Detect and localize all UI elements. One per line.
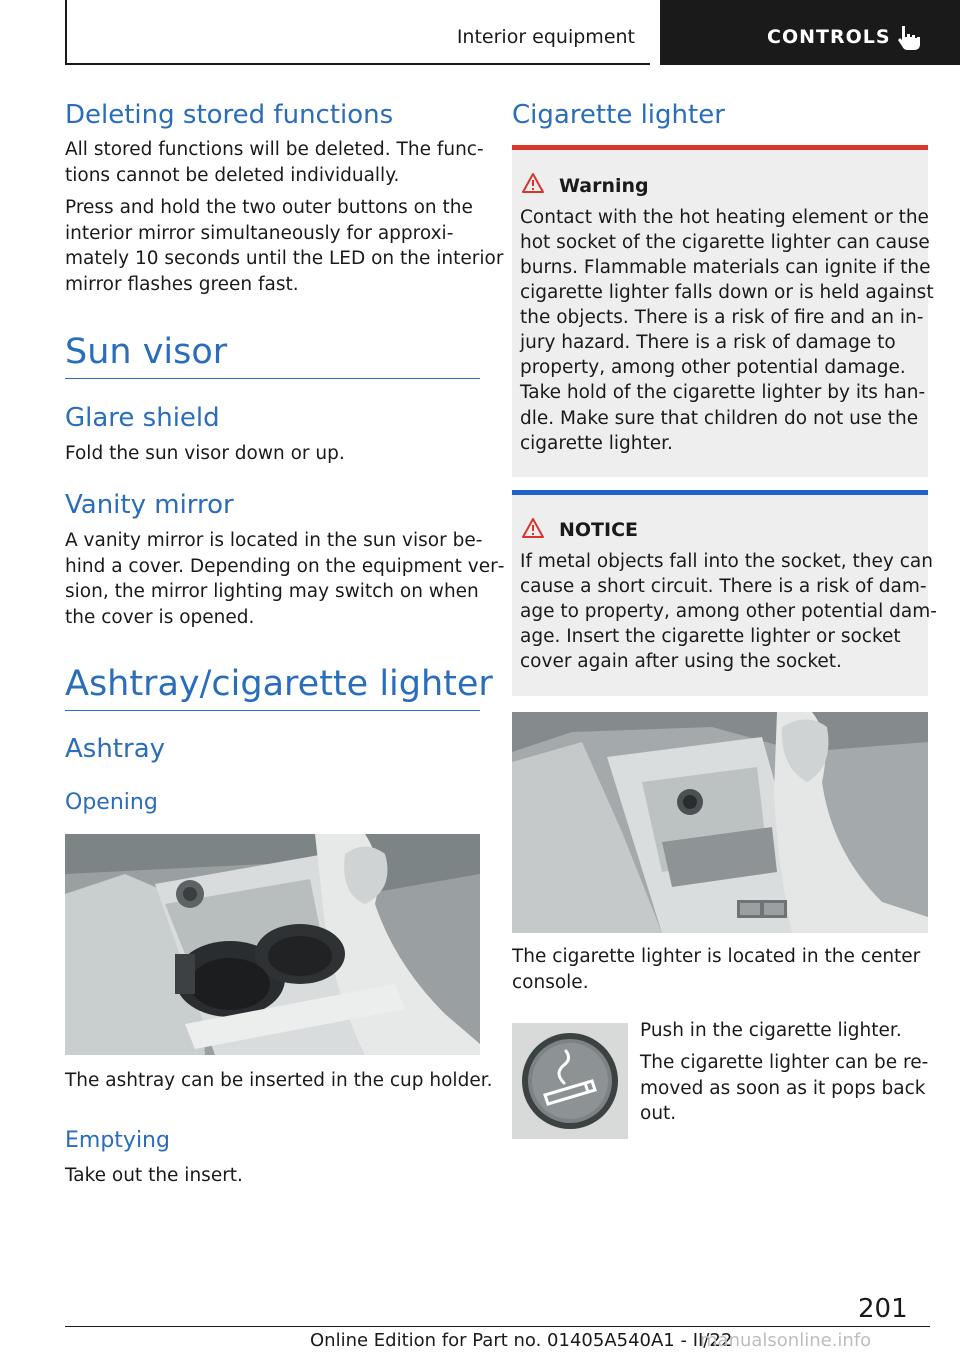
notice-line-5: cover again after using the socket. xyxy=(520,651,842,672)
deleting-paragraph-2-line-2: interior mirror simultaneously for approxi‐ xyxy=(65,223,454,244)
footer-edition: Online Edition for Part no. 01405A540A1 - II/22 xyxy=(310,1330,733,1351)
notice-line-3: age to property, among other potential dam‐ xyxy=(520,601,937,622)
pointing-hand-icon xyxy=(896,24,924,52)
vanity-line-4: the cover is opened. xyxy=(65,607,255,628)
notice-triangle-icon xyxy=(521,517,545,539)
vanity-line-2: hind a cover. Depending on the equipment ver‐ xyxy=(65,556,505,577)
notice-line-4: age. Insert the cigarette lighter or socket xyxy=(520,626,901,647)
remove-line-1: The cigarette lighter can be re‐ xyxy=(640,1052,929,1073)
deleting-paragraph-2-line-1: Press and hold the two outer buttons on the xyxy=(65,197,473,218)
notice-line-1: If metal objects fall into the socket, they can xyxy=(520,551,933,572)
push-lighter-text: Push in the cigarette lighter. xyxy=(640,1020,902,1041)
header-bottom-rule xyxy=(65,63,650,65)
ashtray-cup-holder-image xyxy=(65,834,480,1055)
heading-sun-visor: Sun visor xyxy=(65,332,228,372)
heading-cigarette-lighter: Cigarette lighter xyxy=(512,100,725,130)
warning-line-4: cigarette lighter falls down or is held against xyxy=(520,282,934,303)
lighter-caption-line-2: console. xyxy=(512,972,589,993)
header-section-title: Interior equipment xyxy=(456,26,635,48)
heading-opening: Opening xyxy=(65,790,158,815)
vanity-line-3: sion, the mirror lighting may switch on when xyxy=(65,581,479,602)
deleting-paragraph-1-line-2: tions cannot be deleted individually. xyxy=(65,165,400,186)
header-left-rule xyxy=(65,0,67,65)
warning-triangle-icon xyxy=(521,172,545,194)
heading-ashtray-cigarette-lighter: Ashtray/cigarette lighter xyxy=(65,664,493,704)
warning-line-9: dle. Make sure that children do not use the xyxy=(520,408,919,429)
warning-line-5: the objects. There is a risk of fire and an in‐ xyxy=(520,307,924,328)
ashtray-caption: The ashtray can be inserted in the cup holder. xyxy=(65,1070,493,1091)
warning-line-10: cigarette lighter. xyxy=(520,433,673,454)
warning-title: Warning xyxy=(559,175,649,197)
remove-line-3: out. xyxy=(640,1103,677,1124)
notice-box-top-bar xyxy=(512,490,928,495)
deleting-paragraph-2-line-4: mirror flashes green fast. xyxy=(65,274,299,295)
heading-ashtray: Ashtray xyxy=(65,734,166,764)
heading-emptying: Emptying xyxy=(65,1128,170,1153)
watermark: manualsonline.info xyxy=(700,1330,872,1351)
cigarette-lighter-icon xyxy=(512,1023,628,1139)
warning-line-6: jury hazard. There is a risk of damage to xyxy=(520,332,896,353)
vanity-line-1: A vanity mirror is located in the sun visor be‐ xyxy=(65,530,483,551)
sun-visor-rule xyxy=(65,378,480,379)
warning-line-3: burns. Flammable materials can ignite if the xyxy=(520,257,931,278)
ashtray-section-rule xyxy=(65,710,480,711)
warning-line-8: Take hold of the cigarette lighter by its han‐ xyxy=(520,382,926,403)
deleting-paragraph-1-line-1: All stored functions will be deleted. The func‐ xyxy=(65,139,484,160)
heading-glare-shield: Glare shield xyxy=(65,403,220,433)
warning-box-top-bar xyxy=(512,145,928,150)
header-chapter-label: CONTROLS xyxy=(767,26,891,48)
page-number: 201 xyxy=(858,1294,908,1324)
center-console-lighter-image xyxy=(512,712,928,933)
footer-rule xyxy=(65,1326,930,1327)
notice-line-2: cause a short circuit. There is a risk of dam‐ xyxy=(520,576,927,597)
glare-shield-text: Fold the sun visor down or up. xyxy=(65,443,345,464)
notice-title: NOTICE xyxy=(559,519,639,541)
lighter-caption-line-1: The cigarette lighter is located in the center xyxy=(512,946,921,967)
heading-vanity-mirror: Vanity mirror xyxy=(65,490,234,520)
deleting-paragraph-2-line-3: mately 10 seconds until the LED on the interior xyxy=(65,248,504,269)
warning-line-2: hot socket of the cigarette lighter can cause xyxy=(520,232,930,253)
emptying-text: Take out the insert. xyxy=(65,1165,243,1186)
warning-line-7: property, among other potential damage. xyxy=(520,357,906,378)
warning-line-1: Contact with the hot heating element or the xyxy=(520,207,929,228)
remove-line-2: moved as soon as it pops back xyxy=(640,1078,926,1099)
heading-deleting-stored-functions: Deleting stored functions xyxy=(65,100,394,130)
